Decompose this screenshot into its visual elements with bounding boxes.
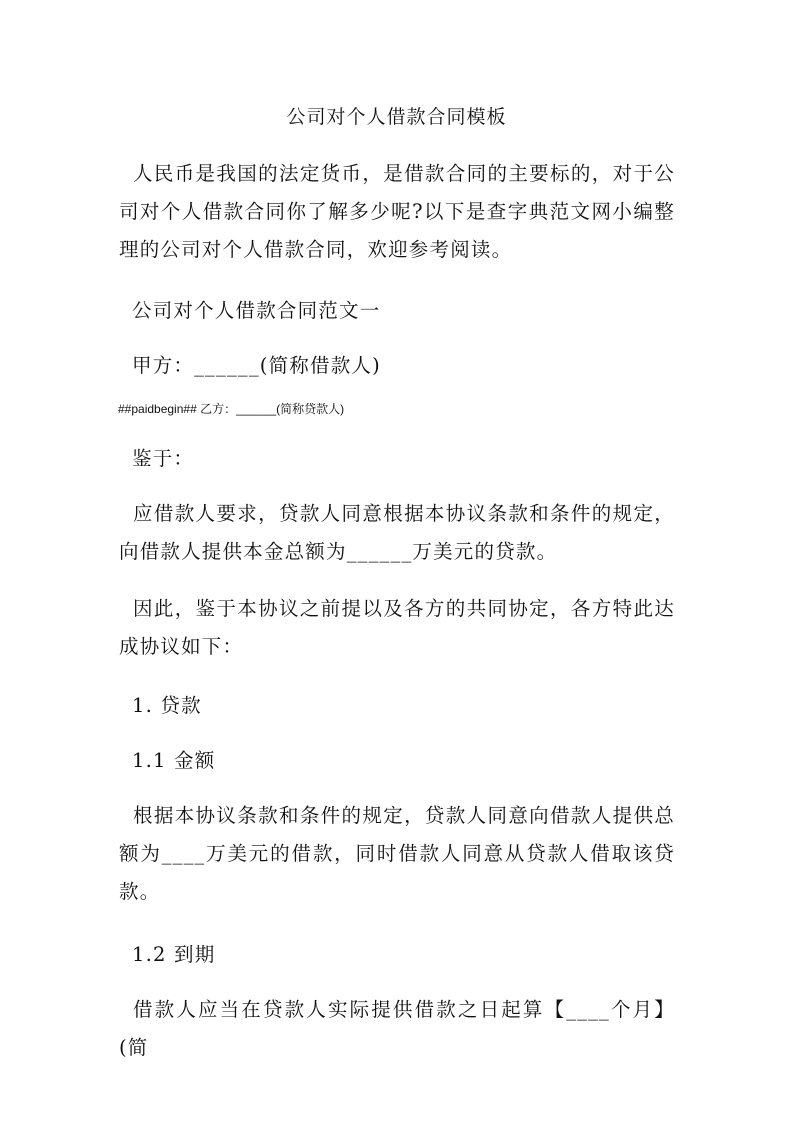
intro-paragraph: 人民币是我国的法定货币，是借款合同的主要标的，对于公司对个人借款合同你了解多少呢?以下是查字典范文网小编整理的公司对个人借款合同，欢迎参考阅读。 xyxy=(119,162,675,261)
maturity-paragraph: 借款人应当在贷款人实际提供借款之日起算【____个月】(简 xyxy=(119,998,675,1059)
document-title: 公司对个人借款合同模板 xyxy=(286,106,507,128)
therefore-paragraph: 因此，鉴于本协议之前提以及各方的共同协定，各方特此达成协议如下： xyxy=(119,597,675,658)
heading-amount: 1.1 金额 xyxy=(132,749,216,772)
party-a-line: 甲方：______(简称借款人) xyxy=(132,354,381,377)
amount-paragraph: 根据本协议条款和条件的规定，贷款人同意向借款人提供总额为____万美元的借款，同时借款人同意从贷款人借取该贷款。 xyxy=(119,804,675,903)
whereas-heading: 鉴于： xyxy=(132,447,195,470)
paid-marker-line: ##paidbegin## 乙方：______(简称贷款人) xyxy=(118,402,345,416)
heading-maturity: 1.2 到期 xyxy=(132,943,216,966)
request-paragraph: 应借款人要求，贷款人同意根据本协议条款和条件的规定，向借款人提供本金总额为______万美元的贷款。 xyxy=(119,502,675,563)
section-title: 公司对个人借款合同范文一 xyxy=(132,299,381,322)
heading-loan: 1. 贷款 xyxy=(132,694,202,717)
